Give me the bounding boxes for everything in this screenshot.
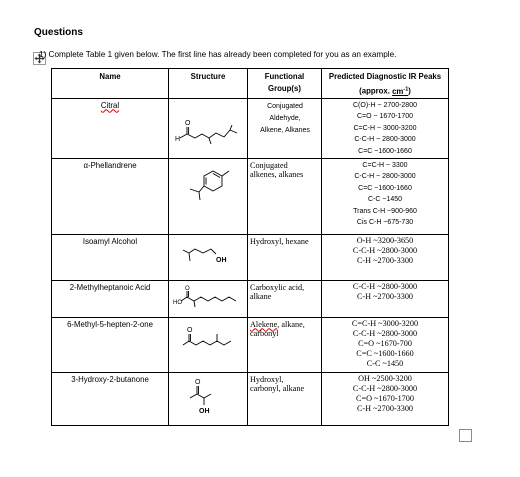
row-functional-groups[interactable] — [248, 234, 322, 280]
header-functional-groups — [248, 69, 322, 99]
row-ir-peaks[interactable] — [322, 317, 449, 372]
row-functional-groups[interactable] — [248, 317, 322, 372]
isoamyl-alcohol-structure-icon — [169, 234, 248, 280]
row-name-text: 2-Methylheptanoic Acid — [69, 282, 151, 292]
ir-line: C=C ~1600-1660 — [356, 349, 414, 359]
ir-line: C-C ~1450 — [366, 359, 404, 369]
table-header-row — [52, 69, 449, 99]
row-ir-peaks[interactable] — [322, 158, 449, 234]
ir-line: C=O ~1670-1700 — [356, 394, 414, 403]
ir-line: C=C ~1600-1660 — [358, 147, 412, 155]
functional-line: carbonyl — [250, 328, 279, 338]
functional-line: Aldehyde, — [269, 114, 301, 122]
row-name[interactable] — [52, 372, 169, 425]
row-name-text: α-Phellandrene — [83, 160, 137, 170]
table-resize-handle[interactable] — [459, 429, 472, 442]
row-name-text: Citral — [100, 100, 120, 110]
ir-line: OH ~2500-3200 — [358, 373, 412, 383]
row-ir-peaks[interactable] — [322, 280, 449, 317]
table-row — [52, 158, 449, 234]
row-ir-peaks[interactable] — [322, 234, 449, 280]
mol-label: OH — [199, 407, 210, 415]
table-row — [52, 98, 449, 158]
ir-line: C=O ~ 1670-1700 — [356, 113, 414, 121]
row-name[interactable] — [52, 98, 169, 158]
functional-line: alkane — [250, 291, 272, 301]
ir-line: C=C-H ~ 3300 — [362, 161, 408, 169]
ir-line: C-C-H ~2800-3000 — [352, 383, 418, 393]
mol-label: HO — [173, 299, 182, 306]
functional-line: Alkene, Alkanes — [260, 126, 310, 134]
row-ir-peaks[interactable] — [322, 98, 449, 158]
row-functional-groups[interactable] — [248, 158, 322, 234]
ir-line: C=O ~1670-700 — [358, 339, 412, 348]
table-row — [52, 280, 449, 317]
ir-line: Trans C-H ~900-960 — [353, 207, 417, 215]
mol-label: OH — [216, 256, 227, 264]
mol-label: H — [175, 135, 181, 143]
ir-line: C-C-H ~ 2800-3000 — [354, 136, 416, 144]
row-functional-groups[interactable] — [248, 372, 322, 425]
row-name-text: 3-Hydroxy-2-butanone — [71, 374, 149, 384]
ir-line: C=C ~1600-1660 — [358, 184, 412, 192]
header-name: Name — [52, 69, 169, 99]
phellandrene-structure-icon — [169, 158, 248, 234]
ir-line: C-C-H ~2800-3000 — [352, 281, 418, 291]
mol-label: O — [185, 119, 191, 127]
ir-line: C-H ~2700-3300 — [356, 404, 414, 414]
table-row — [52, 234, 449, 280]
mol-label: O — [195, 378, 201, 386]
functional-text: , alkane, — [277, 319, 305, 329]
hydroxybutanone-structure-icon — [169, 372, 248, 425]
row-name-text: 6-Methyl-5-hepten-2-one — [67, 319, 153, 329]
mol-label: O — [185, 285, 190, 292]
functional-line: alkenes, alkanes — [250, 169, 304, 179]
ir-line: C-C-H ~2800-3000 — [352, 245, 418, 255]
row-name-text: Isoamyl Alcohol — [82, 236, 138, 246]
ir-line: C-C-H ~2800-3000 — [352, 328, 418, 338]
ir-line: C=C-H ~3000-3200 — [351, 318, 419, 328]
header-ir-line2: (approx. $cm^{-1}$) — [359, 86, 411, 96]
row-name[interactable] — [52, 158, 169, 234]
ir-line: C=C-H ~ 3000-3200 — [353, 124, 417, 132]
functional-misspelling: Alekene — [250, 319, 278, 329]
page-heading: Questions — [34, 27, 83, 38]
header-structure: Structure — [169, 69, 248, 99]
functional-line: Hydroxyl, — [250, 374, 284, 384]
functional-line — [250, 320, 320, 329]
citral-structure-icon — [169, 98, 248, 158]
row-ir-peaks[interactable] — [322, 372, 449, 425]
instruction-text: 1) Complete Table 1 given below. The first line has already been completed for you as an example. — [39, 50, 397, 59]
methylheptenone-structure-icon — [169, 317, 248, 372]
row-functional-groups[interactable] — [248, 280, 322, 317]
functional-line: Carboxylic acid, — [250, 282, 305, 292]
table-row — [52, 317, 449, 372]
ir-table — [51, 68, 449, 426]
header-ir-line1: Predicted Diagnostic IR Peaks — [328, 72, 442, 81]
functional-line: Conjugated — [267, 102, 303, 110]
header-functional-line2: Group(s) — [268, 84, 301, 93]
table-row — [52, 372, 449, 425]
ir-line: C-H ~2700-3300 — [356, 291, 414, 301]
functional-line: carbonyl, alkane — [250, 383, 305, 393]
ir-line: C-C ~1450 — [367, 196, 403, 204]
mol-label: O — [187, 326, 193, 334]
functional-line: Conjugated — [250, 160, 288, 170]
row-name[interactable] — [52, 280, 169, 317]
row-name[interactable] — [52, 234, 169, 280]
header-ir-peaks — [322, 69, 449, 99]
row-name[interactable] — [52, 317, 169, 372]
ir-line: Cis C-H ~675-730 — [356, 219, 414, 227]
ir-line: C-H ~2700-3300 — [356, 256, 414, 265]
ir-line: O-H ~3200-3650 — [356, 235, 414, 245]
methylheptanoic-acid-structure-icon — [169, 280, 248, 317]
ir-line: C(O)-H ~ 2700-2800 — [352, 101, 417, 109]
ir-line: C-C-H ~ 2800-3000 — [354, 173, 416, 181]
functional-line: Hydroxyl, hexane — [250, 236, 309, 246]
header-functional-line1: Functional — [264, 72, 305, 81]
row-functional-groups[interactable] — [248, 98, 322, 158]
